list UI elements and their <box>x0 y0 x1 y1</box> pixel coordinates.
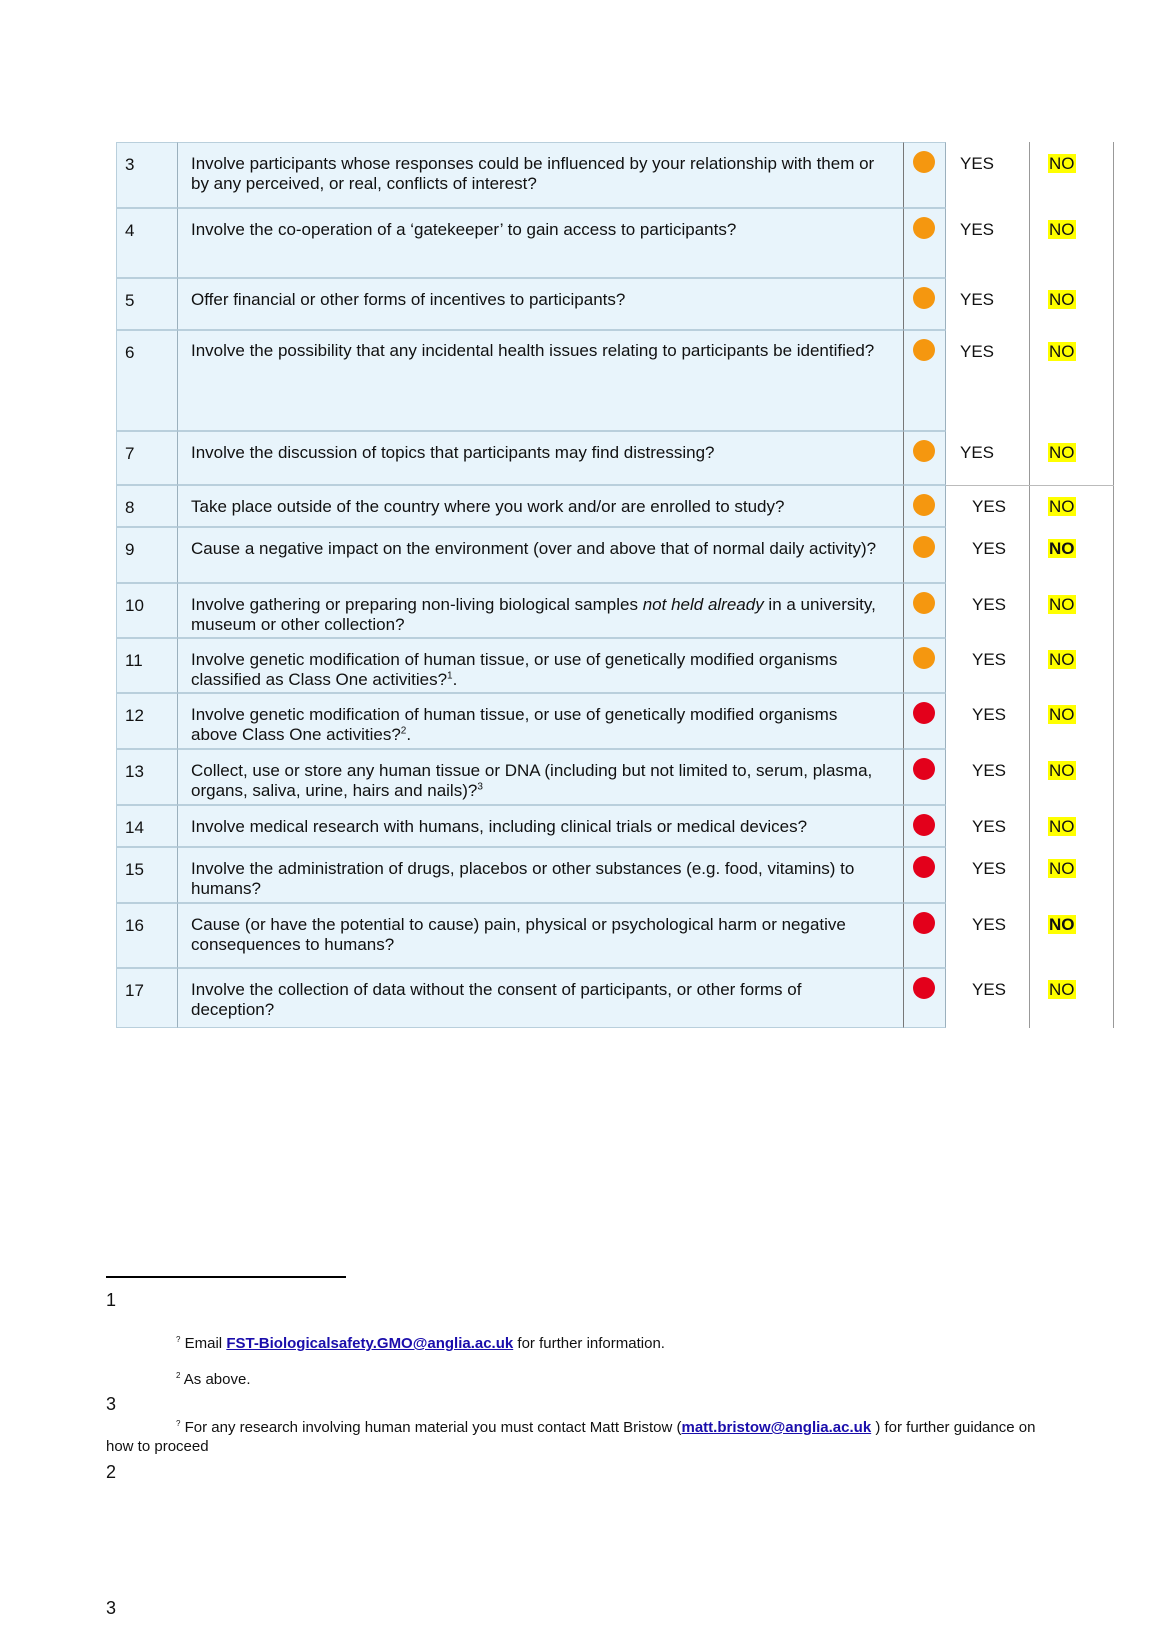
amber-risk-dot-icon <box>913 592 935 614</box>
question-number-cell <box>116 330 178 431</box>
yes-option[interactable]: YES <box>972 650 1007 669</box>
no-option-selected[interactable]: NO <box>1049 915 1075 934</box>
question-number-cell <box>116 693 178 749</box>
question-text-cell <box>178 638 904 693</box>
question-number-cell <box>116 638 178 693</box>
no-option-selected[interactable]: NO <box>1049 342 1075 361</box>
question-text-part: Involve genetic modification of human tissue, or use of genetically modified organisms above Class One activities? <box>191 705 838 744</box>
no-option-selected[interactable]: NO <box>1049 650 1075 669</box>
table-row <box>116 142 1108 208</box>
footnote-text: ) for further guidance on how to proceed <box>106 1419 1036 1455</box>
amber-risk-dot-icon <box>913 494 935 516</box>
footnote-marker: 3 <box>106 1394 117 1414</box>
yes-option[interactable]: YES <box>972 539 1007 558</box>
yes-option[interactable]: YES <box>972 497 1007 516</box>
footnote-reference: 1 <box>447 670 453 682</box>
question-text <box>191 539 881 559</box>
question-text <box>191 335 881 366</box>
question-number-cell <box>116 903 178 968</box>
question-number-cell <box>116 805 178 847</box>
amber-risk-dot-icon <box>913 151 935 173</box>
table-row <box>116 583 1108 638</box>
question-number-cell <box>116 485 178 527</box>
question-number: 7 <box>125 444 135 463</box>
question-text-part: Involve the discussion of topics that participants may find distressing? <box>191 443 715 462</box>
footnote-2 <box>176 1366 251 1389</box>
risk-indicator-cell <box>904 278 946 330</box>
footnote-text: for further information. <box>513 1335 665 1352</box>
yes-option[interactable]: YES <box>960 290 995 309</box>
no-option-selected[interactable]: NO <box>1049 980 1075 999</box>
table-row <box>116 749 1108 805</box>
amber-risk-dot-icon <box>913 440 935 462</box>
risk-indicator-cell <box>904 527 946 583</box>
question-text-part: Involve the collection of data without the consent of participants, or other forms of deception? <box>191 980 802 1019</box>
question-number-cell <box>116 142 178 208</box>
question-text-part: . <box>452 670 458 689</box>
footnote-marker: 2 <box>106 1462 117 1482</box>
question-text-cell <box>178 330 904 431</box>
risk-indicator-cell <box>904 749 946 805</box>
footnote-3 <box>106 1414 1066 1456</box>
amber-risk-dot-icon <box>913 339 935 361</box>
question-text-cell <box>178 968 904 1028</box>
question-text <box>191 154 881 194</box>
question-number: 15 <box>125 860 144 879</box>
yes-option[interactable]: YES <box>960 443 995 462</box>
table-row <box>116 330 1108 431</box>
question-text-part: Involve gathering or preparing non-living biological samples <box>191 595 643 614</box>
risk-indicator-cell <box>904 847 946 903</box>
no-option-selected[interactable]: NO <box>1049 154 1075 173</box>
question-text <box>191 290 881 310</box>
red-risk-dot-icon <box>913 856 935 878</box>
question-number: 3 <box>125 155 135 174</box>
question-number-cell <box>116 968 178 1028</box>
yes-option[interactable]: YES <box>972 915 1007 934</box>
risk-indicator-cell <box>904 583 946 638</box>
question-text-cell <box>178 583 904 638</box>
question-text <box>191 650 881 690</box>
footnote-sup: 2 <box>176 1371 181 1380</box>
question-number-cell <box>116 278 178 330</box>
question-text <box>191 859 881 899</box>
footnote-text: Email <box>184 1335 227 1352</box>
question-number: 12 <box>125 706 144 725</box>
risk-indicator-cell <box>904 431 946 485</box>
column-divider <box>1113 142 1114 1028</box>
yes-option[interactable]: YES <box>960 342 995 361</box>
yes-option[interactable]: YES <box>972 595 1007 614</box>
question-text-part: Take place outside of the country where you work and/or are enrolled to study? <box>191 497 785 516</box>
question-text-cell <box>178 527 904 583</box>
question-number: 17 <box>125 981 144 1000</box>
question-number: 11 <box>125 651 143 670</box>
question-text-cell <box>178 208 904 278</box>
yes-option[interactable]: YES <box>972 705 1007 724</box>
risk-indicator-cell <box>904 968 946 1028</box>
table-row <box>116 485 1108 527</box>
yes-option[interactable]: YES <box>972 761 1007 780</box>
question-text-cell <box>178 278 904 330</box>
red-risk-dot-icon <box>913 758 935 780</box>
no-option-selected[interactable]: NO <box>1049 595 1075 614</box>
question-number: 9 <box>125 540 135 559</box>
question-text <box>191 595 881 635</box>
table-row <box>116 208 1108 278</box>
question-text-cell <box>178 431 904 485</box>
table-row <box>116 847 1108 903</box>
question-text-cell <box>178 749 904 805</box>
question-text <box>191 761 881 801</box>
question-number: 14 <box>125 818 144 837</box>
column-divider <box>1029 142 1030 1028</box>
amber-risk-dot-icon <box>913 647 935 669</box>
red-risk-dot-icon <box>913 702 935 724</box>
table-row <box>116 903 1108 968</box>
table-row <box>116 968 1108 1028</box>
yes-option[interactable]: YES <box>972 980 1007 999</box>
no-option-selected[interactable]: NO <box>1049 220 1075 239</box>
risk-indicator-cell <box>904 805 946 847</box>
question-number: 4 <box>125 221 135 240</box>
footnote-text: As above. <box>183 1371 251 1388</box>
question-text-cell <box>178 805 904 847</box>
question-text <box>191 915 881 955</box>
risk-indicator-cell <box>904 330 946 431</box>
red-risk-dot-icon <box>913 814 935 836</box>
no-option-selected[interactable]: NO <box>1049 705 1075 724</box>
question-text-part: in a university, museum or other collection? <box>191 595 876 634</box>
risk-indicator-cell <box>904 208 946 278</box>
question-text-part: Involve medical research with humans, including clinical trials or medical devices? <box>191 817 808 836</box>
footnote-text: For any research involving human material you must contact Matt Bristow ( <box>184 1419 682 1436</box>
risk-indicator-cell <box>904 485 946 527</box>
no-option-selected[interactable]: NO <box>1049 817 1075 836</box>
question-number-cell <box>116 583 178 638</box>
no-option-selected[interactable]: NO <box>1049 290 1075 309</box>
no-option-selected[interactable]: NO <box>1049 443 1075 462</box>
amber-risk-dot-icon <box>913 536 935 558</box>
question-text-cell <box>178 142 904 208</box>
footnote-separator <box>106 1276 346 1278</box>
question-text-part: Collect, use or store any human tissue or DNA (including but not limited to, serum, plasma, organs, saliva, urine, hairs and nails)? <box>191 761 873 800</box>
table-row <box>116 431 1108 485</box>
question-text-part: Cause (or have the potential to cause) pain, physical or psychological harm or negative consequences to humans? <box>191 915 846 954</box>
question-text <box>191 497 881 517</box>
question-text-part: Involve the possibility that any incidental health issues relating to participants be identified? <box>191 341 875 360</box>
footnote-sup: ? <box>176 1419 181 1428</box>
question-text-part: Involve the co-operation of a ‘gatekeeper’ to gain access to participants? <box>191 220 737 239</box>
question-number: 13 <box>125 762 144 781</box>
question-text-cell <box>178 485 904 527</box>
no-option-selected[interactable]: NO <box>1049 859 1075 878</box>
question-text <box>191 443 881 463</box>
question-text-cell <box>178 847 904 903</box>
footnote-reference: 3 <box>477 781 483 793</box>
table-row <box>116 693 1108 749</box>
email-link[interactable]: FST-Biologicalsafety.GMO@anglia.ac.uk <box>226 1335 514 1352</box>
footnote-reference: 2 <box>400 725 407 737</box>
risk-indicator-cell <box>904 903 946 968</box>
red-risk-dot-icon <box>913 912 935 934</box>
no-option-selected[interactable]: NO <box>1049 497 1075 516</box>
question-number: 6 <box>125 343 135 362</box>
question-text-cell <box>178 693 904 749</box>
question-number-cell <box>116 749 178 805</box>
yes-option[interactable]: YES <box>972 817 1007 836</box>
table-row <box>116 527 1108 583</box>
question-number: 8 <box>125 498 135 517</box>
question-text <box>191 817 881 837</box>
table-row <box>116 638 1108 693</box>
amber-risk-dot-icon <box>913 217 935 239</box>
risk-indicator-cell <box>904 142 946 208</box>
amber-risk-dot-icon <box>913 287 935 309</box>
question-text-part: Offer financial or other forms of incentives to participants? <box>191 290 626 309</box>
risk-indicator-cell <box>904 693 946 749</box>
question-number: 10 <box>125 596 144 615</box>
no-option-selected[interactable]: NO <box>1049 761 1075 780</box>
question-number-cell <box>116 208 178 278</box>
page-marker: 3 <box>106 1598 117 1618</box>
question-text-cell <box>178 903 904 968</box>
yes-option[interactable]: YES <box>972 859 1007 878</box>
no-option-selected[interactable]: NO <box>1049 539 1075 558</box>
table-row <box>116 278 1108 330</box>
email-link[interactable]: matt.bristow@anglia.ac.uk <box>681 1419 872 1436</box>
question-text-part: . <box>406 725 412 744</box>
question-text-emphasis: not held already <box>642 595 764 614</box>
row-divider <box>946 485 1114 486</box>
question-number-cell <box>116 847 178 903</box>
question-text-part: Cause a negative impact on the environment (over and above that of normal daily activity)? <box>191 539 877 558</box>
footnote-sup: ? <box>176 1335 181 1344</box>
yes-option[interactable]: YES <box>960 220 995 239</box>
question-number-cell <box>116 431 178 485</box>
question-text <box>191 220 881 240</box>
table-row <box>116 805 1108 847</box>
red-risk-dot-icon <box>913 977 935 999</box>
question-text-part: Involve participants whose responses could be influenced by your relationship with them or by any perceived, or real, conflicts of interest? <box>191 154 875 193</box>
question-text-part: Involve the administration of drugs, placebos or other substances (e.g. food, vitamins) to humans? <box>191 859 855 898</box>
question-text-part: Involve genetic modification of human tissue, or use of genetically modified organisms classified as Class One activities? <box>191 650 838 689</box>
footnote-1 <box>176 1330 665 1353</box>
question-text <box>191 980 881 1020</box>
footnote-marker: 1 <box>106 1290 117 1310</box>
question-number: 5 <box>125 291 135 310</box>
risk-indicator-cell <box>904 638 946 693</box>
yes-option[interactable]: YES <box>960 154 995 173</box>
question-number-cell <box>116 527 178 583</box>
question-text <box>191 705 881 745</box>
question-number: 16 <box>125 916 144 935</box>
